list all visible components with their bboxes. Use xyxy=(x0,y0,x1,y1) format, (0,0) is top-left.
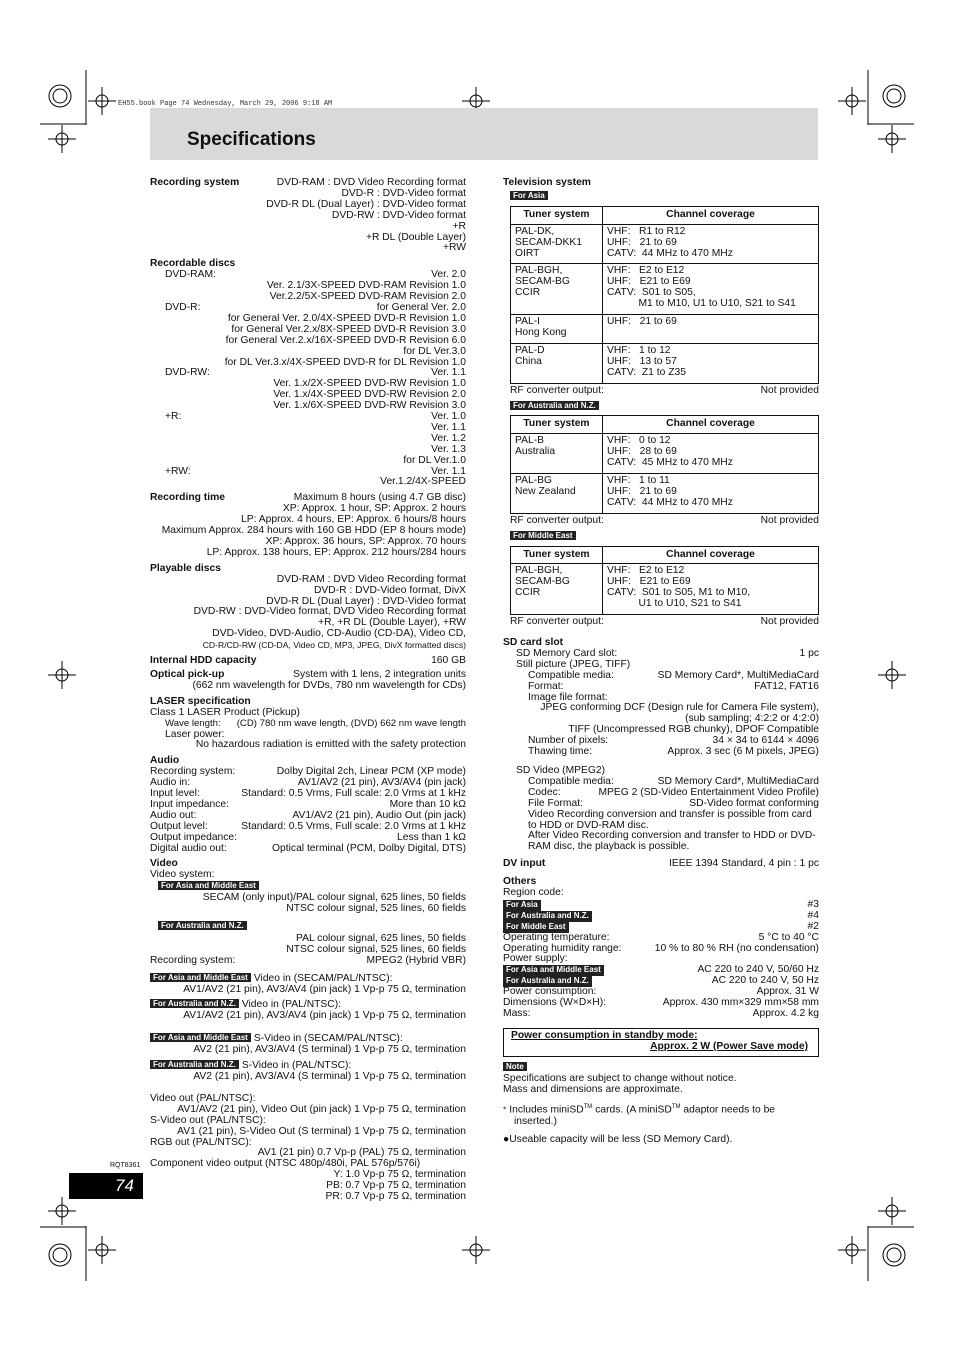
tv-system-label: Television system xyxy=(503,177,591,188)
tuner-header: Tuner system xyxy=(511,546,603,564)
video-label: Video xyxy=(150,858,178,870)
tuner-header: Tuner system xyxy=(511,416,603,434)
region-tag: For Australia and N.Z. xyxy=(510,401,599,410)
recordable-discs-label: Recordable discs xyxy=(150,258,236,270)
region-tag: For Australia and N.Z. xyxy=(158,921,247,930)
bullet-icon: ● xyxy=(503,1133,510,1145)
region-tag: For Australia and N.Z. xyxy=(503,911,592,922)
tuner-cell: PAL-BGH, SECAM-BG CCIR xyxy=(511,264,603,315)
rf-converter-output: RF converter output: Not provided xyxy=(510,514,819,526)
page-number: 74 xyxy=(115,1176,134,1195)
bullet-note: ●Useable capacity will be less (SD Memory Card). xyxy=(503,1133,733,1145)
others-label: Others xyxy=(503,876,537,888)
region-tag: For Asia xyxy=(510,191,548,200)
title-bar xyxy=(150,108,818,160)
region-tag: For Australia and N.Z. xyxy=(150,1060,239,1069)
tuner-cell: PAL-BG New Zealand xyxy=(511,474,603,514)
region-tag: For Asia and Middle East xyxy=(503,965,604,976)
tuner-cell: PAL-BGH, SECAM-BG CCIR xyxy=(511,564,603,615)
recording-system: Recording system DVD-RAM : DVD Video Recording format xyxy=(150,177,466,188)
sd-label: SD card slot xyxy=(503,637,564,648)
tuner-table xyxy=(510,206,819,384)
region-tag: For Australia and N.Z. xyxy=(150,999,239,1008)
note-tag: Note xyxy=(503,1062,527,1071)
table-row xyxy=(511,343,819,383)
channel-header: Channel coverage xyxy=(603,416,819,434)
tv-regions xyxy=(503,191,819,628)
region-tag: For Middle East xyxy=(503,922,569,933)
region-tag: For Asia xyxy=(503,900,541,911)
audio-label: Audio xyxy=(150,755,180,767)
file-header: EH55.book Page 74 Wednesday, March 29, 2006 9:18 AM xyxy=(118,100,333,108)
tuner-cell: PAL-B Australia xyxy=(511,434,603,474)
dv-input: DV input IEEE 1394 Standard, 4 pin : 1 pc xyxy=(503,858,819,870)
rf-converter-output: RF converter output: Not provided xyxy=(510,616,819,628)
laser-label: LASER specification xyxy=(150,695,251,707)
table-row xyxy=(511,224,819,264)
recording-time: Recording time Maximum 8 hours (using 4.7 GB disc) xyxy=(150,492,466,504)
table-row xyxy=(511,564,819,615)
channel-cell: VHF: 1 to 11 UHF: 21 to 69 CATV: 44 MHz to 470 MHz xyxy=(603,474,819,514)
channel-cell: VHF: E2 to E12 UHF: E21 to E69 CATV: S01 to S05, M1 to M10, U1 to U10, S21 to S41 xyxy=(603,564,819,615)
rf-converter-output: RF converter output: Not provided xyxy=(510,384,819,396)
tuner-cell: PAL-DK, SECAM-DKK1 OIRT xyxy=(511,224,603,264)
optical-pickup: Optical pick-up System with 1 lens, 2 integration units xyxy=(150,668,466,680)
region-tag: For Middle East xyxy=(510,531,576,540)
tuner-cell: PAL-I Hong Kong xyxy=(511,315,603,344)
table-row xyxy=(511,434,819,474)
tuner-header: Tuner system xyxy=(511,206,603,224)
page-number-box xyxy=(69,1173,143,1199)
channel-cell: VHF: E2 to E12 UHF: E21 to E69 CATV: S01 to S05, M1 to M10, U1 to U10, S21 to S41 xyxy=(603,264,819,315)
region-tag: For Asia and Middle East xyxy=(150,1033,251,1042)
standby-box: Power consumption in standby mode: Approx. 2 W (Power Save mode) xyxy=(503,1028,819,1057)
channel-header: Channel coverage xyxy=(603,206,819,224)
region-tag: For Australia and N.Z. xyxy=(503,976,592,987)
region-tag: For Asia and Middle East xyxy=(150,973,251,982)
channel-cell: VHF: 1 to 12 UHF: 13 to 57 CATV: Z1 to Z35 xyxy=(603,343,819,383)
hdd-capacity: Internal HDD capacity 160 GB xyxy=(150,655,466,667)
page-title: Specifications xyxy=(187,129,316,150)
doc-code: RQT8361 xyxy=(110,1162,141,1169)
footnote: * Includes miniSD™ cards. (A miniSD™ adaptor needs to be xyxy=(503,1104,776,1116)
channel-header: Channel coverage xyxy=(603,546,819,564)
tuner-table xyxy=(510,546,819,616)
tuner-table xyxy=(510,415,819,513)
region-tag: For Asia and Middle East xyxy=(158,881,259,890)
channel-cell: VHF: 0 to 12 UHF: 28 to 69 CATV: 45 MHz to 470 MHz xyxy=(603,434,819,474)
tuner-cell: PAL-D China xyxy=(511,343,603,383)
channel-cell: UHF: 21 to 69 xyxy=(603,315,819,344)
channel-cell: VHF: R1 to R12 UHF: 21 to 69 CATV: 44 MHz to 470 MHz xyxy=(603,224,819,264)
table-row xyxy=(511,315,819,344)
table-row xyxy=(511,474,819,514)
table-row xyxy=(511,264,819,315)
left-column: Recording system DVD-RAM : DVD Video Recording format DVD-R : DVD-Video format DVD-R DL (Dual Layer) : DVD-Video format DVD-RW : DVD-Video format +R +R DL (Double Layer) +RW Recordable discs DVD-RAM: Ver. 2.0 Ver. 2.1/3X-SPEED DVD-RAM Revision 1.0 Ver.2.2/5X-SPEED DVD-RAM Revision 2.0 DVD-R: for General Ver. 2.0 for General Ver. 2.0/4X-SPEED DVD-R Revision 1.0 for General Ver.2.x/8X-SPEED DVD-R Revision 3.0 for General Ver.2.x/16X-SPEED DVD-R Revision 6.0 for DL Ver.3.0 for DL Ver.3.x/4X-SPEED DVD-R for DL Revision 1.0 DVD-RW: Ver. 1.1 Ver. 1.x/2X-SPEED DVD-RW Revision 1.0 Ver. 1.x/4X-SPEED DVD-RW Revision 2.0 Ver. 1.x/6X-SPEED DVD-RW Revision 3.0 +R: Ver. 1.0 Ver. 1.1 Ver. 1.2 Ver. 1.3 for DL Ver.1.0 +RW: Ver. 1.1 Ver.1.2/4X-SPEED Recording time Maximum 8 hours (using 4.7 GB disc) XP: Approx. 1 hour, SP: Approx. 2 hours LP: Approx. 4 hours, EP: Approx. 6 hours/8 hours Maximum Approx. 284 hours with 160 GB HDD (EP 8 hours mode) XP: Approx. 36 hours, SP: Approx. 70 hours LP: Approx. 138 hours, EP: Approx. 212 hours/284 hours Playable discs DVD-RAM : DVD Video Recording format DVD-R : DVD-Video format, DivX DVD-R DL (Dual Layer) : DVD-Video format DVD-RW : DVD-Video format, DVD Video Recording format +R, +R DL (Double Layer), +RW DVD-Video, DVD-Audio, CD-Audio (CD-DA), Video CD, CD-R/CD-RW (CD-DA, Video CD, MP3, JPEG, DivX formatted discs) Internal HDD capacity 160 GB Optical pick-up System with 1 lens, 2 integration units (662 nm wavelength for DVDs, 780 nm wavelength for CDs) LASER specification Class 1 LASER Product (Pickup) Wave length: (CD) 780 nm wave length, (DVD) 662 nm wave length Laser power: No hazardous radiation is emitted with the safety protection Audio Recording system: Dolby Digital 2ch, Linear PCM (XP mode) Audio in: AV1/AV2 (21 pin), AV3/AV4 (pin jack) Input level: Standard: 0.5 Vrms, Full scale: 2.0 Vrms at 1 kHz Input impedance: More than 10 kΩ Audio out: AV1/AV2 (21 pin), Audio Out (pin jack) Output level: Standard: 0.5 Vrms, Full scale: 2.0 Vrms at 1 kHz Output impedance: Less than 1 kΩ Digital audio out: Optical terminal (PCM, Dolby Digital, DTS) Video Video system: For Asia and Middle East SECAM (only input)/PAL colour signal, 625 lines, 50 fields NTSC colour signal, 525 lines, 60 fields For Australia and N.Z. PAL colour signal, 625 lines, 50 fields NTSC colour signal, 525 lines, 60 fields Recording system: MPEG2 (Hybrid VBR) For Asia and Middle East Video in (SECAM/PAL/NTSC): AV1/AV2 (21 pin), AV3/AV4 (pin jack) 1 Vp-p 75 Ω, termination For Australia and N.Z. Video in (PAL/NTSC): AV1/AV2 (21 pin), AV3/AV4 (pin jack) 1 Vp-p 75 Ω, termination For Asia and Middle East S-Video in (SECAM/PAL/NTSC): AV2 (21 pin), AV3/AV4 (S terminal) 1 Vp-p 75 Ω, termination For Australia and N.Z. S-Video in (PAL/NTSC): AV2 (21 pin), AV3/AV4 (S terminal) 1 Vp-p 75 Ω, termination Video out (PAL/NTSC): AV1/AV2 (21 pin), Video Out (pin jack) 1 Vp-p 75 Ω, termination S-Video out (PAL/NTSC): AV1 (21 pin), S-Video Out (S terminal) 1 Vp-p 75 Ω, termination RGB out (PAL/NTSC): AV1 (21 pin) 0.7 Vp-p (PAL) 75 Ω, termination Component video output (NTSC 480p/480i, PAL 576p/576i) Y: 1.0 Vp-p 75 Ω, termination PB: 0.7 Vp-p 75 Ω, termination PR: 0.7 Vp-p 75 Ω, termination xyxy=(150,177,466,1203)
right-column: Television system For Asia Tuner system Channel coverage PAL-DK, SECAM-DKK1 OIRT VHF: R1 to R12 UHF: 21 to 69 CATV: 44 MHz to 470 MHz PAL-BGH, SECAM-BG CCIR VHF: E2 to E12 UHF: E21 to E69 CATV: S01 to S05, M1 to M10, U1 to U10, S21 to S41 PAL-I Hong Kong UHF: 21 to 69 PAL-D China VHF: 1 to 12 UHF: 13 to 57 CATV: Z1 to Z35 RF converter output: Not provided For Australia and N.Z. Tuner system Channel coverage PAL-B Australia VHF: 0 to 12 UHF: 28 to 69 CATV: 45 MHz to 470 MHz PAL-BG New Zealand VHF: 1 to 11 UHF: 21 to 69 CATV: 44 MHz to 470 MHz RF converter output: Not provided For Middle East Tuner system Channel coverage PAL-BGH, SECAM-BG CCIR VHF: E2 to E12 UHF: E21 to E69 CATV: S01 to S05, M1 to M10, U1 to U10, S21 to S41 RF converter output: Not provided SD card slot SD Memory Card slot: 1 pc Still picture (JPEG, TIFF) Compatible media: SD Memory Card*, MultiMediaCard Format: FAT12, FAT16 Image file format: JPEG conforming DCF (Design rule for Camera File system), (sub sampling; 4:2:2 or 4:2:0) TIFF (Uncompressed RGB chunky), DPOF Compatible Number of pixels: 34 × 34 to 6144 × 4096 Thawing time: Approx. 3 sec (6 M pixels, JPEG) SD Video (MPEG2) Compatible media: SD Memory Card*, MultiMediaCard Codec: MPEG 2 (SD-Video Entertainment Video Profile) File Format: SD-Video format conforming Video Recording conversion and transfer is possible from card to HDD or DVD-RAM disc. After Video Recording conversion and transfer to HDD or DVD- RAM disc, the playback is possible. DV input IEEE 1394 Standard, 4 pin : 1 pc Others Region code: For Asia #3 For Australia and N.Z. #4 For Middle East #2 Operating temperature: 5 °C to 40 °C Operating humidity range: 10 % to 80 % RH (no condensation) Power supply: For Asia and Middle East AC 220 to 240 V, 50/60 Hz For Australia and N.Z. AC 220 to 240 V, 50 Hz Power consumption: Approx. 31 W Dimensions (W×D×H): Approx. 430 mm×329 mm×58 mm Mass: Approx. 4.2 kg Power consumption in standby mode: Approx. 2 W (Power Save mode) Note Specifications are subject to change without notice. Mass and dimensions are approximate. * Includes miniSD™ cards. (A miniSD™ adaptor needs to be inserted.) ●Useable capacity will be less (SD Memory Card). xyxy=(503,177,819,1145)
playable-discs-label: Playable discs xyxy=(150,562,221,574)
